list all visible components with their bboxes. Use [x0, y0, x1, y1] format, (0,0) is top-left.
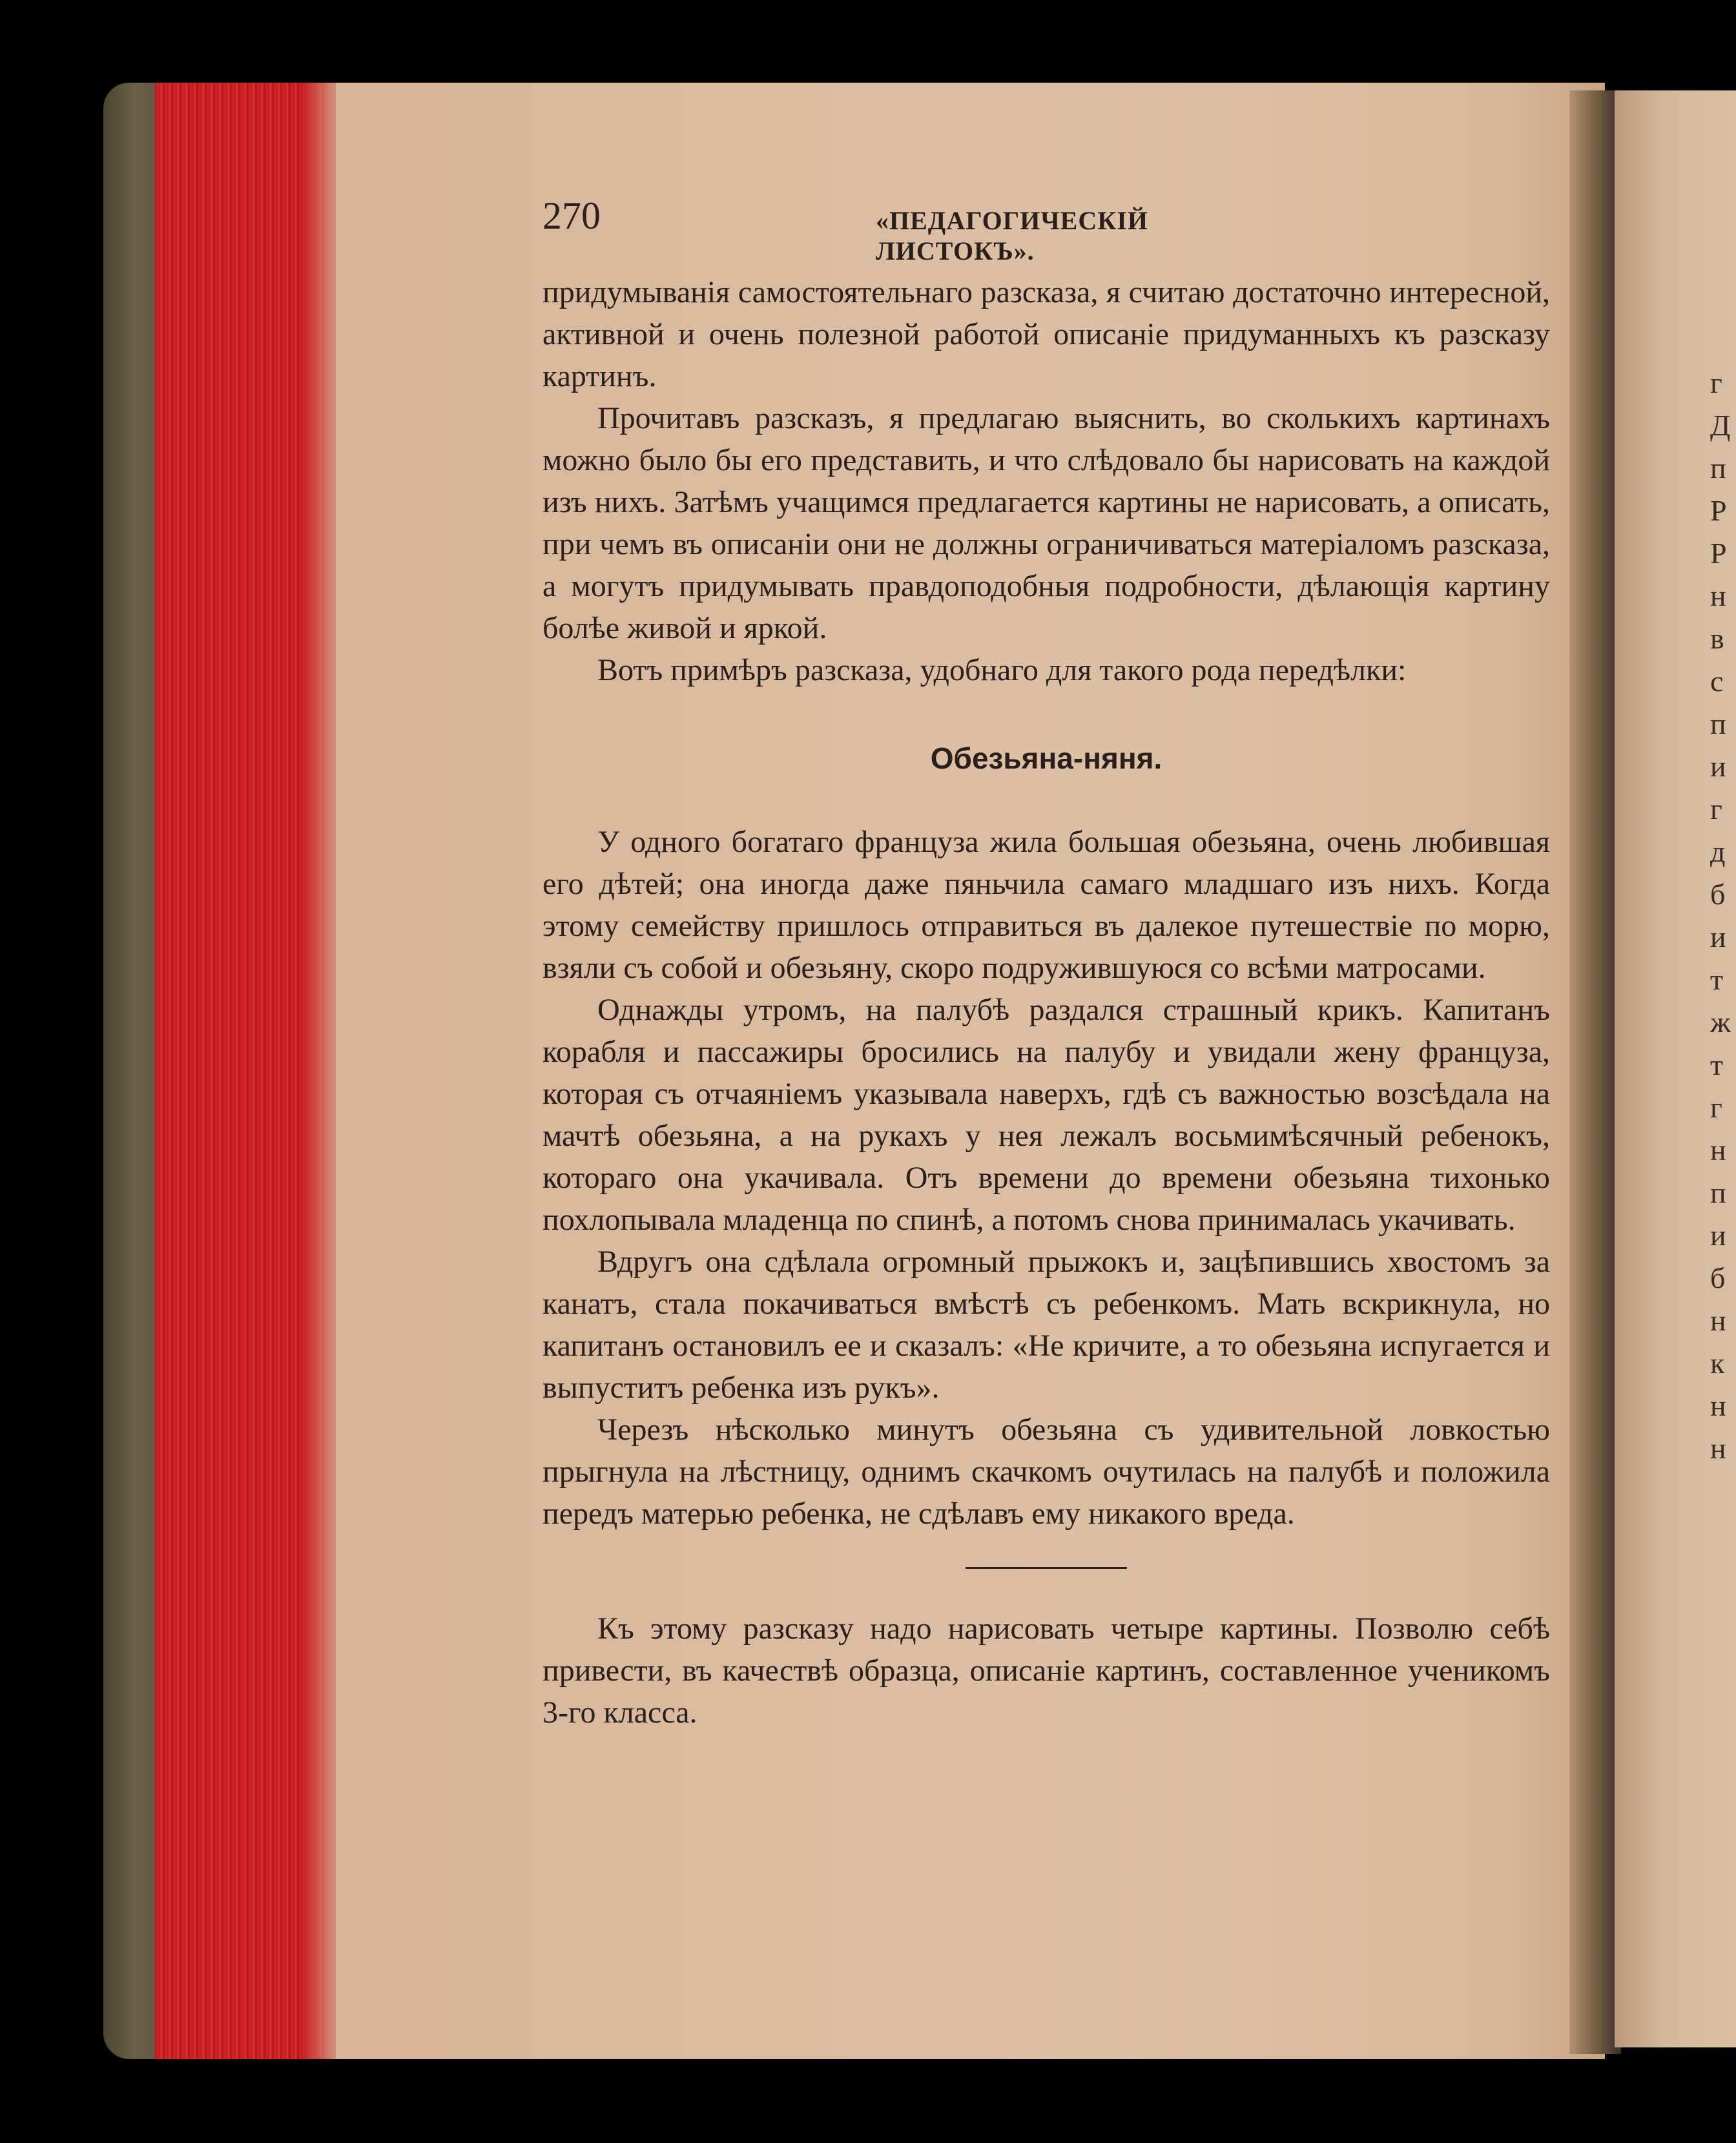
paragraph-1: придумыванія самостоятельнаго разсказа, я считаю достаточно интересной, активной и очень полезной работой описаніе придуманныхъ къ разсказу картинъ. — [542, 275, 1550, 393]
facing-page-letter: н — [1710, 1432, 1726, 1465]
facing-page-letter: Д — [1710, 409, 1731, 442]
story-paragraph-4: Черезъ нѣсколько минутъ обезьяна съ удивительной ловкостью прыгнула на лѣстницу, однимъ скачкомъ очутилась на палубѣ и положила передъ матерью ребенка, не сдѣлавъ ему никакого вреда. — [542, 1413, 1550, 1531]
story-paragraph-2: Однажды утромъ, на палубѣ раздался страшный крикъ. Капитанъ корабля и пассажиры бросились на палубу и увидали жену француза, которая съ отчаяніемъ указывала наверхъ, гдѣ съ важностью возсѣдала на мачтѣ обезьяна, а на рукахъ у нея лежалъ восьмимѣсячный ребенокъ, котораго она укачивала. Отъ времени до времени обезьяна тихонько похлопывала младенца по спинѣ, а потомъ снова принималась укачивать. — [542, 993, 1550, 1237]
story-paragraph-1: У одного богатаго француза жила большая обезьяна, очень любившая его дѣтей; она иногда даже пяньчила самаго младшаго изъ нихъ. Когда этому семейству пришлось отправиться въ далекое путешествіе по морю, взяли съ собой и обезьяну, скоро подружившуюся со всѣми матросами. — [542, 825, 1550, 985]
facing-page-letter: н — [1710, 1134, 1726, 1166]
facing-page-letter: в — [1710, 622, 1724, 655]
facing-page-letter: Р — [1710, 537, 1727, 570]
facing-page-letter: н — [1710, 1389, 1726, 1422]
story-paragraph-3: Вдругъ она сдѣлала огромный прыжокъ и, зацѣпившись хвостомъ за канатъ, стала покачиваться вмѣстѣ съ ребенкомъ. Мать вскрикнула, но капитанъ остановилъ ее и сказалъ: «Не кричите, а то обезьяна испугается и выпуститъ ребенка изъ рукъ». — [542, 1245, 1550, 1405]
facing-page-letter: и — [1710, 1219, 1726, 1252]
paragraph-2: Прочитавъ разсказъ, я предлагаю выяснить, во сколькихъ картинахъ можно было бы его представить, и что слѣдовало бы нарисовать на каждой изъ нихъ. Затѣмъ учащимся предлагается картины не нарисовать, а описать, при чемъ въ описаніи они не должны ограничиваться матеріаломъ разсказа, а могутъ придумывать правдоподобныя подробности, дѣлающія картину болѣе живой и яркой. — [542, 401, 1550, 645]
facing-page-letter: п — [1710, 451, 1726, 484]
facing-page-letter: с — [1710, 665, 1724, 698]
facing-page-letter: ж — [1710, 1006, 1731, 1039]
paragraph-3: Вотъ примѣръ разсказа, удобнаго для такого рода передѣлки: — [597, 653, 1407, 687]
paragraph-4: Къ этому разсказу надо нарисовать четыре картины. Позволю себѣ привести, въ качествѣ образца, описаніе картинъ, составленное ученикомъ 3-го класса. — [542, 1611, 1550, 1730]
facing-page-letter: г — [1710, 366, 1722, 399]
facing-page-text — [1710, 362, 1736, 1470]
facing-page-letter: п — [1710, 1176, 1726, 1209]
section-separator — [966, 1567, 1127, 1569]
facing-page-letter: б — [1710, 878, 1726, 911]
facing-page-letter: т — [1710, 963, 1724, 996]
facing-page-letter: Р — [1710, 494, 1727, 527]
facing-page-letter: н — [1710, 1304, 1726, 1337]
facing-page-letter: н — [1710, 579, 1726, 612]
facing-page-letter: д — [1710, 835, 1726, 868]
facing-page-letter: б — [1710, 1261, 1726, 1294]
story-title: Обезьяна-няня. — [930, 741, 1162, 775]
book-gutter — [1569, 90, 1621, 2054]
running-head — [542, 194, 1240, 265]
facing-page-letter: п — [1710, 707, 1726, 740]
facing-page-letter: г — [1710, 1091, 1722, 1124]
page-number: 270 — [542, 194, 601, 237]
journal-title: «ПЕДАГОГИЧЕСКІЙ ЛИСТОКЪ». — [876, 206, 1148, 265]
page-body — [542, 271, 1550, 1734]
facing-page-letter: и — [1710, 920, 1726, 953]
facing-page-letter: г — [1710, 792, 1722, 825]
facing-page-letter: к — [1710, 1347, 1725, 1380]
facing-page-letter: т — [1710, 1048, 1724, 1081]
facing-page-letter: и — [1710, 750, 1726, 783]
